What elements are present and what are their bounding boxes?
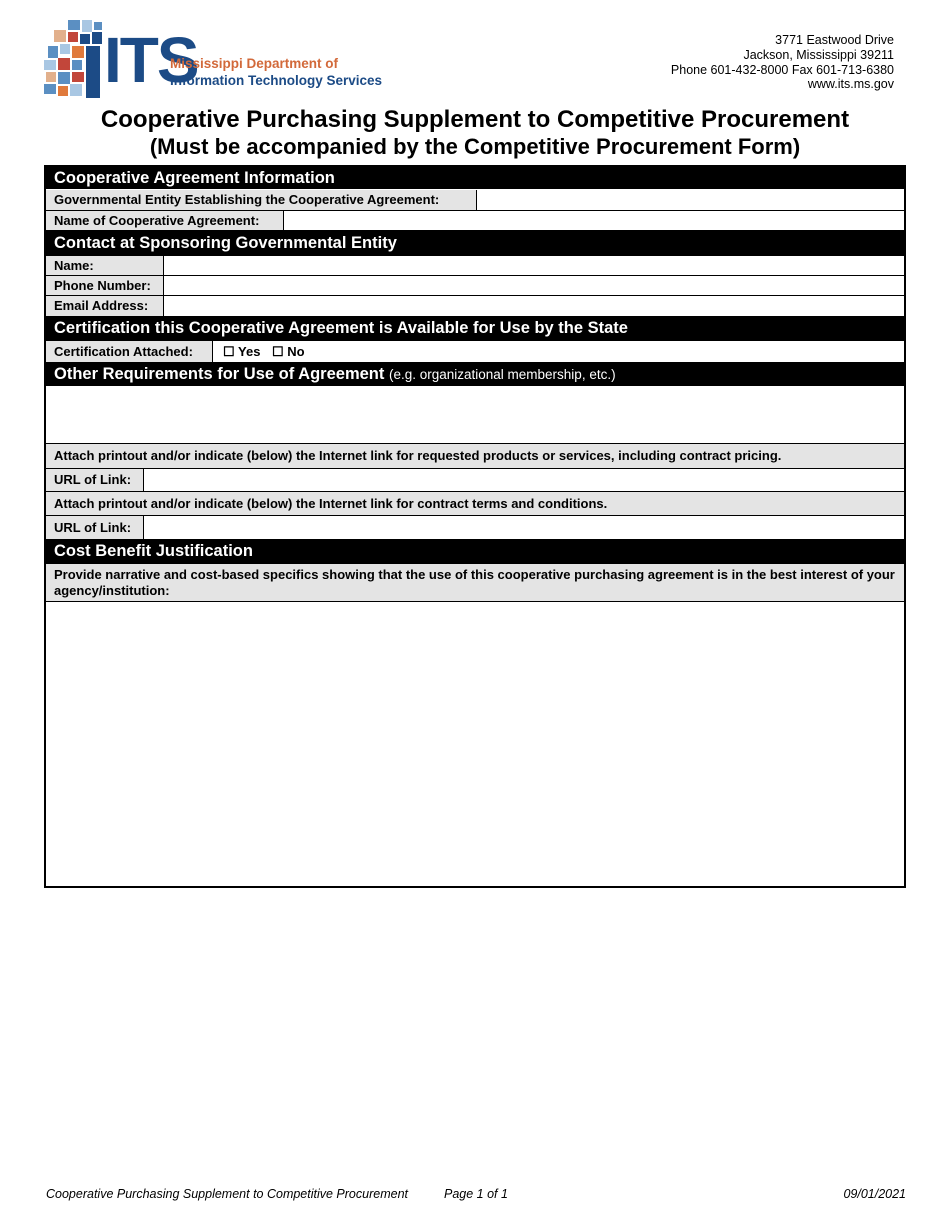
label-contact-name: Name:	[46, 256, 164, 275]
instruction-pricing-link: Attach printout and/or indicate (below) the Internet link for requested products or services, including contract pricing.	[46, 444, 904, 469]
section-cooperative-agreement-info: Cooperative Agreement Information	[46, 167, 904, 189]
other-requirements-title: Other Requirements for Use of Agreement	[54, 365, 385, 383]
contact-email-field[interactable]	[164, 296, 904, 316]
row-certification	[46, 341, 904, 362]
footer-date: 09/01/2021	[843, 1187, 906, 1201]
page-title: Cooperative Purchasing Supplement to Competitive Procurement	[100, 106, 850, 133]
label-url-terms: URL of Link:	[46, 516, 144, 539]
agency-address	[671, 33, 894, 92]
address-website[interactable]: www.its.ms.gov	[807, 77, 894, 92]
checkbox-yes[interactable]: ☐ Yes	[223, 344, 261, 359]
url-terms-field[interactable]	[144, 516, 904, 539]
its-logo	[44, 20, 383, 100]
address-street: 3771 Eastwood Drive	[775, 33, 894, 47]
section-contact: Contact at Sponsoring Governmental Entity	[46, 231, 904, 256]
label-governmental-entity: Governmental Entity Establishing the Cooperative Agreement:	[46, 190, 477, 210]
logo-line-1: Mississippi Department of	[170, 56, 339, 71]
page-subtitle: (Must be accompanied by the Competitive Procurement Form)	[149, 134, 801, 159]
label-url-pricing: URL of Link:	[46, 469, 144, 491]
row-agreement-name	[46, 211, 904, 231]
row-contact-email	[46, 296, 904, 316]
row-contact-phone	[46, 276, 904, 296]
section-cost-benefit: Cost Benefit Justification	[46, 539, 904, 564]
label-contact-phone: Phone Number:	[46, 276, 164, 295]
contact-name-field[interactable]	[164, 256, 904, 275]
other-requirements-note: (e.g. organizational membership, etc.)	[388, 367, 616, 382]
instruction-cost-benefit: Provide narrative and cost-based specifics showing that the use of this cooperative purchasing agreement is in the best interest of your agency/institution:	[46, 564, 904, 602]
url-pricing-field[interactable]	[144, 469, 904, 491]
label-contact-email: Email Address:	[46, 296, 164, 316]
address-city: Jackson, Mississippi 39211	[743, 47, 894, 62]
contact-phone-field[interactable]	[164, 276, 904, 295]
section-certification: Certification this Cooperative Agreement is Available for Use by the State	[46, 316, 904, 341]
section-other-requirements	[46, 362, 904, 386]
row-contact-name	[46, 256, 904, 276]
logo-line-2: Information Technology Services	[170, 73, 383, 88]
address-phone-fax: Phone 601-432-8000 Fax 601-713-6380	[670, 62, 894, 77]
other-requirements-field[interactable]	[46, 386, 904, 444]
cost-benefit-field[interactable]	[46, 602, 904, 884]
instruction-terms-link: Attach printout and/or indicate (below) the Internet link for contract terms and conditions.	[46, 492, 904, 516]
governmental-entity-field[interactable]	[477, 190, 904, 210]
footer-doc-title: Cooperative Purchasing Supplement to Competitive Procurement	[46, 1187, 408, 1201]
agreement-name-field[interactable]	[284, 211, 904, 230]
row-governmental-entity	[46, 190, 904, 211]
logo-mosaic-icon	[44, 20, 104, 98]
row-url-pricing	[46, 469, 904, 492]
label-agreement-name: Name of Cooperative Agreement:	[46, 211, 284, 230]
row-url-terms	[46, 516, 904, 539]
footer-page-number: Page 1 of 1	[444, 1187, 508, 1201]
logo-its-letters: ITS	[104, 24, 198, 96]
label-certification: Certification Attached:	[46, 341, 213, 362]
checkbox-no[interactable]: ☐ No	[272, 344, 305, 359]
procurement-form	[44, 165, 906, 888]
